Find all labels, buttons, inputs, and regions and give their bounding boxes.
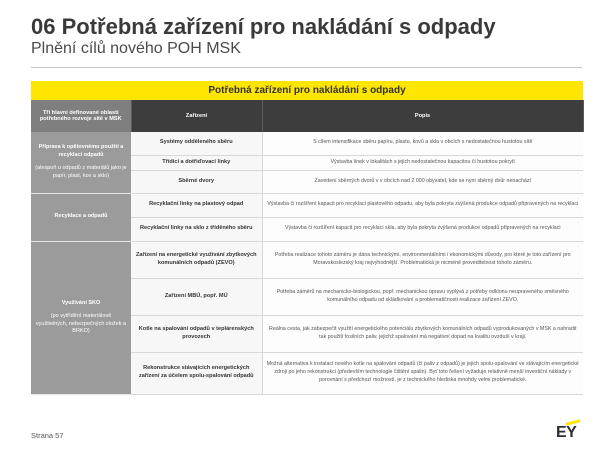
group-cell	[31, 132, 131, 193]
facilities-grid	[31, 100, 584, 395]
header-goals: Tři hlavní definované oblasti potřebného rozvoje sítě v MSK	[31, 100, 131, 132]
description-cell: Možná alternativa k instalaci nového kotle na spalování odpadů (či paliv z odpadů) je jejich spolu-spalování ve stávajícím energetické zdroji po jeho rekonstrukci (především technologie čištění spalin). Byť toto řešení vyžaduje relativně menší investiční náklady v porovnání s předchozí možností, je z technického hlediska mnohdy velmi problematické.	[262, 352, 583, 394]
facility-cell: Rekonstrukce stávajících energetických zařízení za účelem spolu-spalování odpadů	[131, 352, 262, 394]
facility-cell: Systémy odděleného sběru	[131, 132, 262, 155]
description-cell: S cílem intensifikace sběru papíru, plastu, kovů a skla v obcích s nedostatečnou hustotou sítě	[262, 132, 583, 155]
facility-cell: Třídicí a dotřiďovací linky	[131, 155, 262, 170]
facility-cell: Recyklační linky na plastový odpad	[131, 193, 262, 217]
page-subtitle: Plnění cílů nového POH MSK	[31, 40, 241, 57]
facility-cell: Kotle na spalování odpadů v teplárenských provozech	[131, 315, 262, 352]
group-note: (alespoň u odpadů z materiálů jako je papír, plast, kov a sklo)	[35, 165, 127, 179]
description-cell: Zavedení sběrných dvorů v v obcích nad 2 000 obyvatel, kde se nyní sběrný dvůr nenachází	[262, 170, 583, 193]
table-header-row	[31, 100, 583, 132]
table-caption: Potřebná zařízení pro nakládání s odpady	[31, 81, 583, 100]
group-cell	[31, 241, 131, 394]
description-cell: Výstavba linek v lokalitách s jejich nedostatečnou kapacitou či hustotou pokrytí	[262, 155, 583, 170]
header-facility: Zařízení	[131, 100, 262, 132]
group-title: Příprava k opětovnému použití a recyklaci odpadů	[38, 144, 124, 158]
group-title: Využívání SKO	[61, 299, 101, 306]
page-title: 06 Potřebná zařízení pro nakládání s odpady	[31, 14, 496, 39]
description-cell: Výstavba či rozšíření kapacit pro recyklaci skla, aby byla pokryta zvýšená produkce odpadů připravených na recyklaci	[262, 217, 583, 241]
facility-cell: Sběrné dvory	[131, 170, 262, 193]
logo-text: EY	[556, 424, 577, 441]
group-note: (po vytřídění materiálově využitelných, nebezpečných složek a BRKO)	[35, 313, 127, 334]
header-divider	[31, 67, 582, 68]
description-cell: Potřeba realizace tohoto záměru je dána technickými, environmentálními i ekonomickými důvody, pro které je toto zařízení pro Moravskoslezský kraj nejvýhodnější. Problematická je nicméně proveditelnost tohoto záměru.	[262, 241, 583, 278]
description-cell: Potřeba záměrů na mechanicko-biologickou, popř. mechanickou úpravu vyplývá z potřeby odklonu neupraveného směsného komunálního odpadu od skládkování a problematičnosti realizace zařízení ZEVO.	[262, 278, 583, 315]
table-row	[31, 241, 583, 278]
facility-cell: Recyklační linky na sklo z tříděného sběru	[131, 217, 262, 241]
description-cell: Výstavba či rozšíření kapacit pro recyklaci plastového odpadu, aby byla pokryta zvýšená produkce odpadů připravených na recyklaci	[262, 193, 583, 217]
facility-cell: Zařízení na energetické využívání zbytkových komunálních odpadů (ZEVO)	[131, 241, 262, 278]
table-row	[31, 132, 583, 155]
page-number: Strana 57	[31, 431, 64, 440]
table-row	[31, 193, 583, 217]
facilities-table	[31, 81, 583, 395]
facility-cell: Zařízení MBÚ, popř. MÚ	[131, 278, 262, 315]
ey-logo	[556, 421, 582, 443]
description-cell: Reálna cesta, jak zabezpečit využití energetického potenciálu zbytkových komunálních odpadů vyprodukovaných v MSK a nahradit tak použití fosilních paliv, jejichž spalování má negativní dopad na kvalitu ovzduší v kraji.	[262, 315, 583, 352]
header-description: Popis	[262, 100, 583, 132]
group-cell	[31, 193, 131, 241]
group-title: Recyklace a odpadů	[54, 213, 108, 220]
